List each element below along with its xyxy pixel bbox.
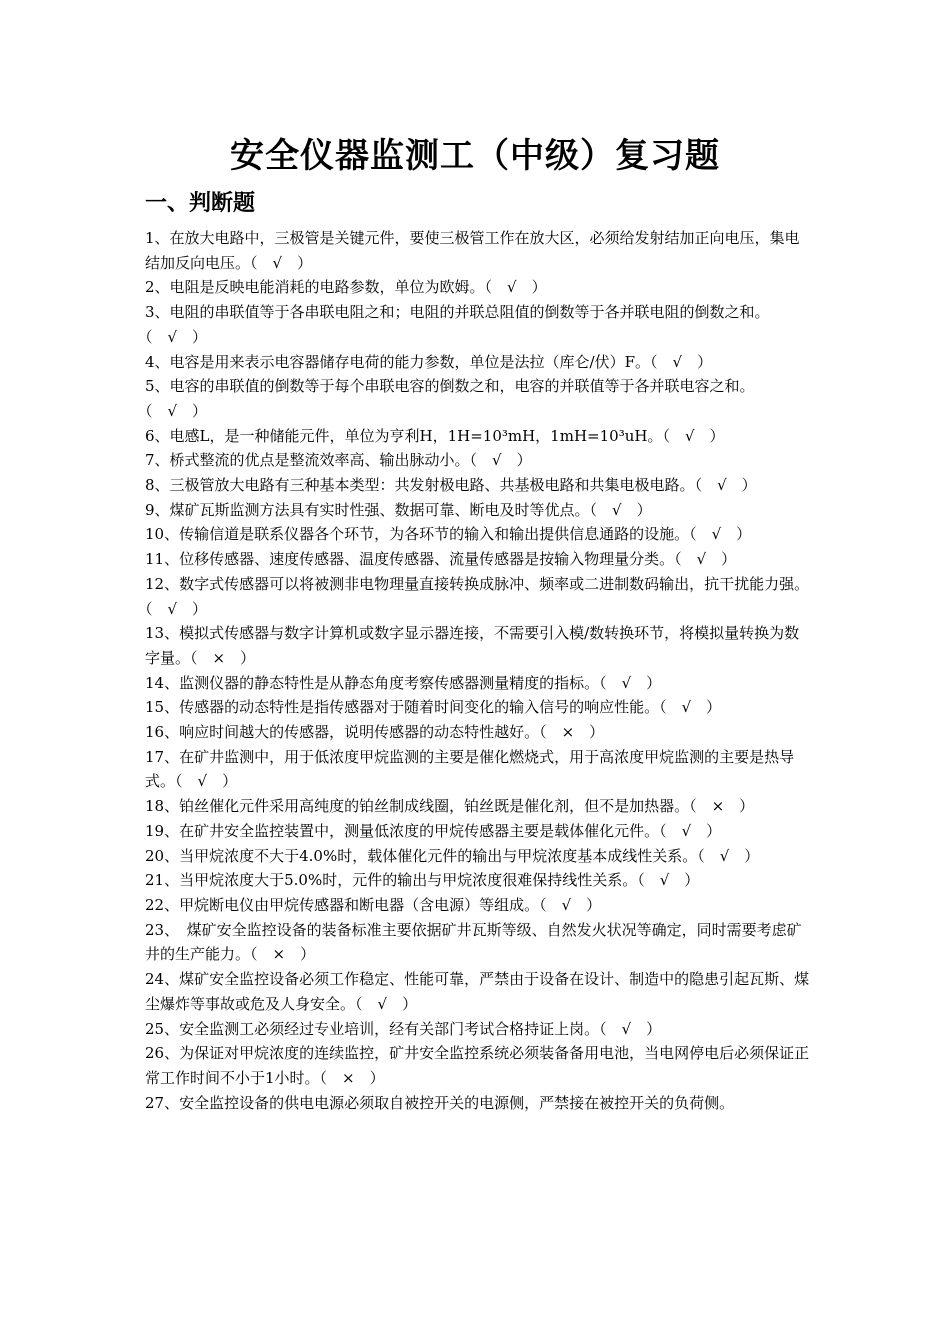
answer-mark: （ √ ） <box>469 451 532 470</box>
answer-mark: （ √ ） <box>662 426 725 445</box>
question-text: 21、当甲烷浓度大于5.0%时，元件的输出与甲烷浓度很难保持线性关系。 <box>145 871 638 890</box>
question-text: 26、为保证对甲烷浓度的连续监控，矿井安全监控系统必须装备备用电池，当电网停电后必须保证正常工作时间不小于1小时。 <box>145 1044 810 1087</box>
question-item <box>145 498 810 523</box>
question-text: 23、 煤矿安全监控设备的装备标准主要依据矿井瓦斯等级、自然发火状况等确定，同时需要考虑矿井的生产能力。 <box>145 920 802 964</box>
question-item <box>145 918 810 967</box>
question-item <box>145 893 810 918</box>
answer-mark: （ √ ） <box>145 401 208 420</box>
answer-mark: （ √ ） <box>697 846 760 865</box>
question-item <box>145 621 810 670</box>
answer-mark: （ × ） <box>250 945 316 964</box>
question-item <box>145 350 810 375</box>
answer-mark: （ √ ） <box>599 1019 662 1038</box>
question-item <box>145 473 810 498</box>
question-item <box>145 1017 810 1042</box>
question-item <box>145 844 810 869</box>
answer-mark: （ √ ） <box>659 698 722 717</box>
question-text: 20、当甲烷浓度不大于4.0%时，载体催化元件的输出与甲烷浓度基本成线性关系。 <box>145 846 698 865</box>
question-text: 22、甲烷断电仪由甲烷传感器和断电器（含电源）等组成。 <box>145 895 540 914</box>
answer-mark: （ √ ） <box>637 871 700 890</box>
answer-mark: （ √ ） <box>689 525 752 544</box>
question-text: 25、安全监测工必须经过专业培训，经有关部门考试合格持证上岗。 <box>145 1019 600 1038</box>
question-text: 5、电容的串联值的倒数等于每个串联电容的倒数之和，电容的并联值等于各并联电容之和。 <box>145 377 755 396</box>
question-item <box>145 275 810 300</box>
question-text: 13、模拟式传感器与数字计算机或数字显示器连接，不需要引入模/数转换环节，将模拟量转换为数字量。 <box>145 624 800 667</box>
question-item <box>145 424 810 449</box>
document-title: 安全仪器监测工（中级）复习题 <box>230 136 720 176</box>
answer-mark: （ √ ） <box>694 476 757 495</box>
question-text: 16、响应时间越大的传感器，说明传感器的动态特性越好。 <box>145 723 540 742</box>
answer-mark: （ √ ） <box>599 673 662 692</box>
question-text: 7、桥式整流的优点是整流效率高、输出脉动小。 <box>145 451 470 470</box>
question-text: 2、电阻是反映电能消耗的电路参数，单位为欧姆。 <box>145 278 485 297</box>
question-text: 9、煤矿瓦斯监测方法具有实时性强、数据可靠、断电及时等优点。 <box>145 500 590 519</box>
answer-mark: （ √ ） <box>650 352 713 371</box>
question-item <box>145 1091 810 1116</box>
question-item <box>145 794 810 819</box>
question-item <box>145 572 810 621</box>
question-item <box>145 226 810 275</box>
answer-mark: （ √ ） <box>175 772 238 791</box>
question-item <box>145 745 810 794</box>
question-text: 6、电感L，是一种储能元件，单位为亨利H，1H=10³mH，1mH=10³uH。 <box>145 426 663 445</box>
question-item <box>145 1041 810 1090</box>
question-text: 8、三极管放大电路有三种基本类型：共发射极电路、共基极电路和共集电极电路。 <box>145 476 695 495</box>
question-text: 24、煤矿安全监控设备必须工作稳定、性能可靠，严禁由于设备在设计、制造中的隐患引起瓦斯、煤尘爆炸等事故或危及人身安全。 <box>145 970 810 1013</box>
question-item <box>145 300 810 349</box>
answer-mark: （ √ ） <box>589 500 652 519</box>
question-text: 27、安全监控设备的供电电源必须取自被控开关的电源侧，严禁接在被控开关的负荷侧。 <box>145 1093 735 1112</box>
question-item <box>145 695 810 720</box>
answer-mark: （ × ） <box>190 648 256 667</box>
answer-mark: （ √ ） <box>355 994 418 1013</box>
question-text: 3、电阻的串联值等于各串联电阻之和；电阻的并联总阻值的倒数等于各并联电阻的倒数之和。 <box>145 303 770 322</box>
question-text: 14、监测仪器的静态特性是从静态角度考察传感器测量精度的指标。 <box>145 673 600 692</box>
answer-mark: （ √ ） <box>539 895 602 914</box>
question-item <box>145 868 810 893</box>
section-heading: 一、判断题 <box>145 191 256 216</box>
answer-mark: （ × ） <box>319 1068 385 1087</box>
answer-mark: （ × ） <box>689 797 755 816</box>
answer-mark: （ √ ） <box>250 253 313 272</box>
question-text: 1、在放大电路中，三极管是关键元件，要使三极管工作在放大区，必须给发射结加正向电压，集电结加反向电压。 <box>145 229 800 272</box>
question-text: 17、在矿井监测中，用于低浓度甲烷监测的主要是催化燃烧式，用于高浓度甲烷监测的主要是热导式。 <box>145 747 795 791</box>
answer-mark: （ √ ） <box>145 599 208 618</box>
question-item <box>145 967 810 1016</box>
question-text: 19、在矿井安全监控装置中，测量低浓度的甲烷传感器主要是载体催化元件。 <box>145 821 660 840</box>
answer-mark: （ √ ） <box>659 821 722 840</box>
question-item <box>145 448 810 473</box>
answer-mark: （ × ） <box>539 723 605 742</box>
answer-mark: （ √ ） <box>484 278 547 297</box>
question-item <box>145 547 810 572</box>
question-list <box>145 226 810 1115</box>
answer-mark: （ √ ） <box>674 550 737 569</box>
question-text: 12、数字式传感器可以将被测非电物理量直接转换成脉冲、频率或二进制数码输出，抗干扰能力强。 <box>145 574 810 593</box>
question-text: 11、位移传感器、速度传感器、温度传感器、流量传感器是按输入物理量分类。 <box>145 550 675 569</box>
question-text: 18、铂丝催化元件采用高纯度的铂丝制成线圈，铂丝既是催化剂，但不是加热器。 <box>145 797 690 816</box>
question-item <box>145 522 810 547</box>
question-item <box>145 671 810 696</box>
question-text: 10、传输信道是联系仪器各个环节，为各环节的输入和输出提供信息通路的设施。 <box>145 525 690 544</box>
question-item <box>145 819 810 844</box>
question-item <box>145 374 810 423</box>
question-text: 15、传感器的动态特性是指传感器对于随着时间变化的输入信号的响应性能。 <box>145 698 660 717</box>
answer-mark: （ √ ） <box>145 327 208 346</box>
question-text: 4、电容是用来表示电容器储存电荷的能力参数，单位是法拉（库仑/伏）F。 <box>145 352 651 371</box>
question-item <box>145 720 810 745</box>
